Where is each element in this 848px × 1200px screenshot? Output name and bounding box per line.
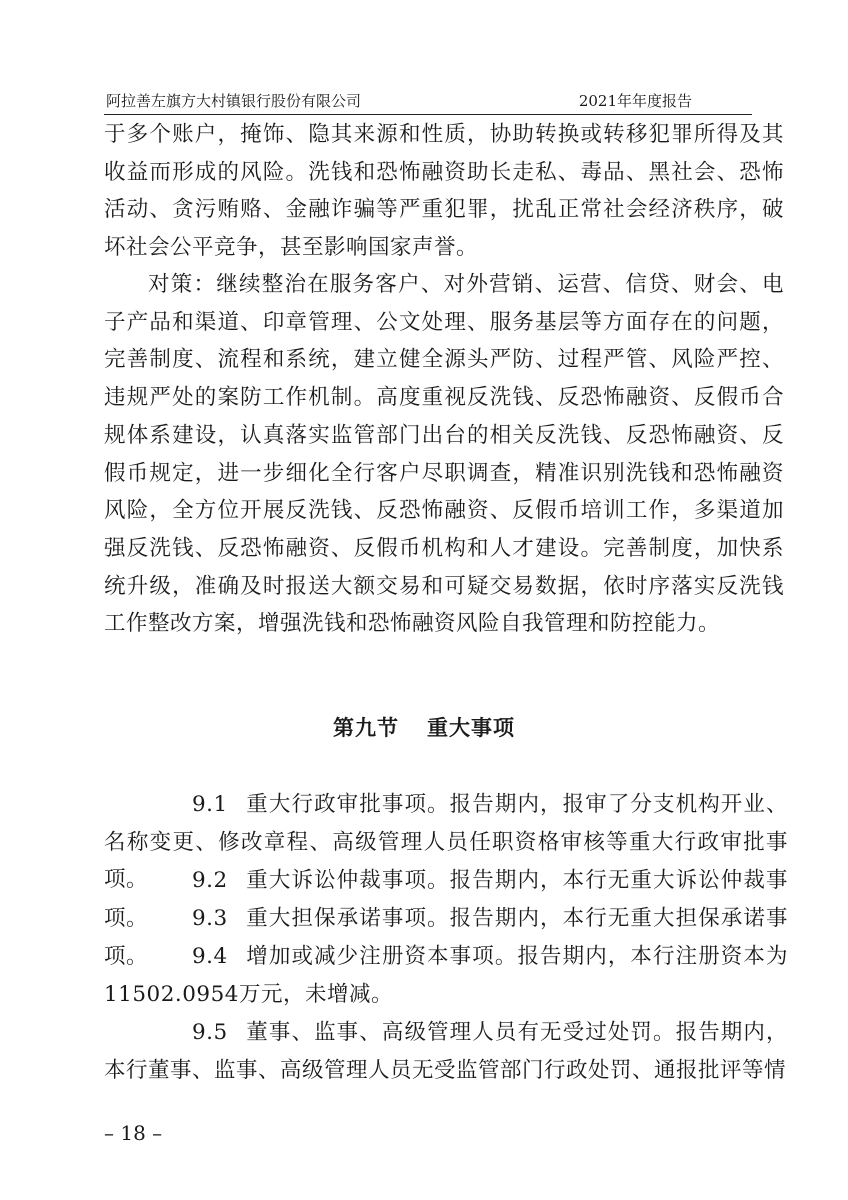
item-text: 董事、监事、高级管理人员有无受过处罚。报告期内，本行董事、监事、高级管理人员无受监管部门行政处罚、通报批评等情 [104, 1020, 788, 1083]
page-header [104, 88, 752, 115]
list-item [104, 1014, 788, 1089]
page-number: – 18 – [104, 1121, 163, 1145]
item-number: 9.3 [192, 906, 228, 931]
item-text: 重大行政审批事项。报告期内，报审了分支机构开业、名称变更、修改章程、高级管理人员任职资格审核等重大行政审批事项。 [104, 792, 788, 893]
section-title: 重大事项 [427, 716, 515, 740]
header-company-name: 阿拉善左旗方大村镇银行股份有限公司 [106, 92, 362, 110]
item-number: 9.4 [192, 944, 228, 969]
item-number: 9.2 [192, 868, 228, 893]
item-text: 重大诉讼仲裁事项。报告期内，本行无重大诉讼仲裁事项。 [104, 868, 788, 931]
item-text: 增加或减少注册资本事项。报告期内，本行注册资本为11502.0954万元，未增减。 [104, 944, 788, 1007]
item-number: 9.5 [192, 1020, 228, 1045]
measures-paragraph: 对策：继续整治在服务客户、对外营销、运营、信贷、财会、电子产品和渠道、印章管理、公文处理、服务基层等方面存在的问题，完善制度、流程和系统，建立健全源头严防、过程严管、风险严控、违规严处的案防工作机制。高度重视反洗钱、反恐怖融资、反假币合规体系建设，认真落实监管部门出台的相关反洗钱、反恐怖融资、反假币规定，进一步细化全行客户尽职调查，精准识别洗钱和恐怖融资风险，全方位开展反洗钱、反恐怖融资、反假币培训工作，多渠道加强反洗钱、反恐怖融资、反假币机构和人才建设。完善制度，加快系统升级，准确及时报送大额交易和可疑交易数据，依时序落实反洗钱工作整改方案，增强洗钱和恐怖融资风险自我管理和防控能力。 [104, 272, 784, 637]
section-number: 第九节 [333, 716, 399, 740]
intro-paragraph: 于多个账户，掩饰、隐其来源和性质，协助转换或转移犯罪所得及其收益而形成的风险。洗钱和恐怖融资助长走私、毒品、黑社会、恐怖活动、贪污贿赂、金融诈骗等严重犯罪，扰乱正常社会经济秩序，破坏社会公平竞争，甚至影响国家声誉。 [104, 122, 784, 261]
list-item [104, 938, 788, 1013]
item-text: 重大担保承诺事项。报告期内，本行无重大担保承诺事项。 [104, 906, 788, 969]
header-report-title: 2021年年度报告 [578, 92, 692, 110]
section-heading [0, 712, 848, 742]
item-number: 9.1 [192, 792, 228, 817]
